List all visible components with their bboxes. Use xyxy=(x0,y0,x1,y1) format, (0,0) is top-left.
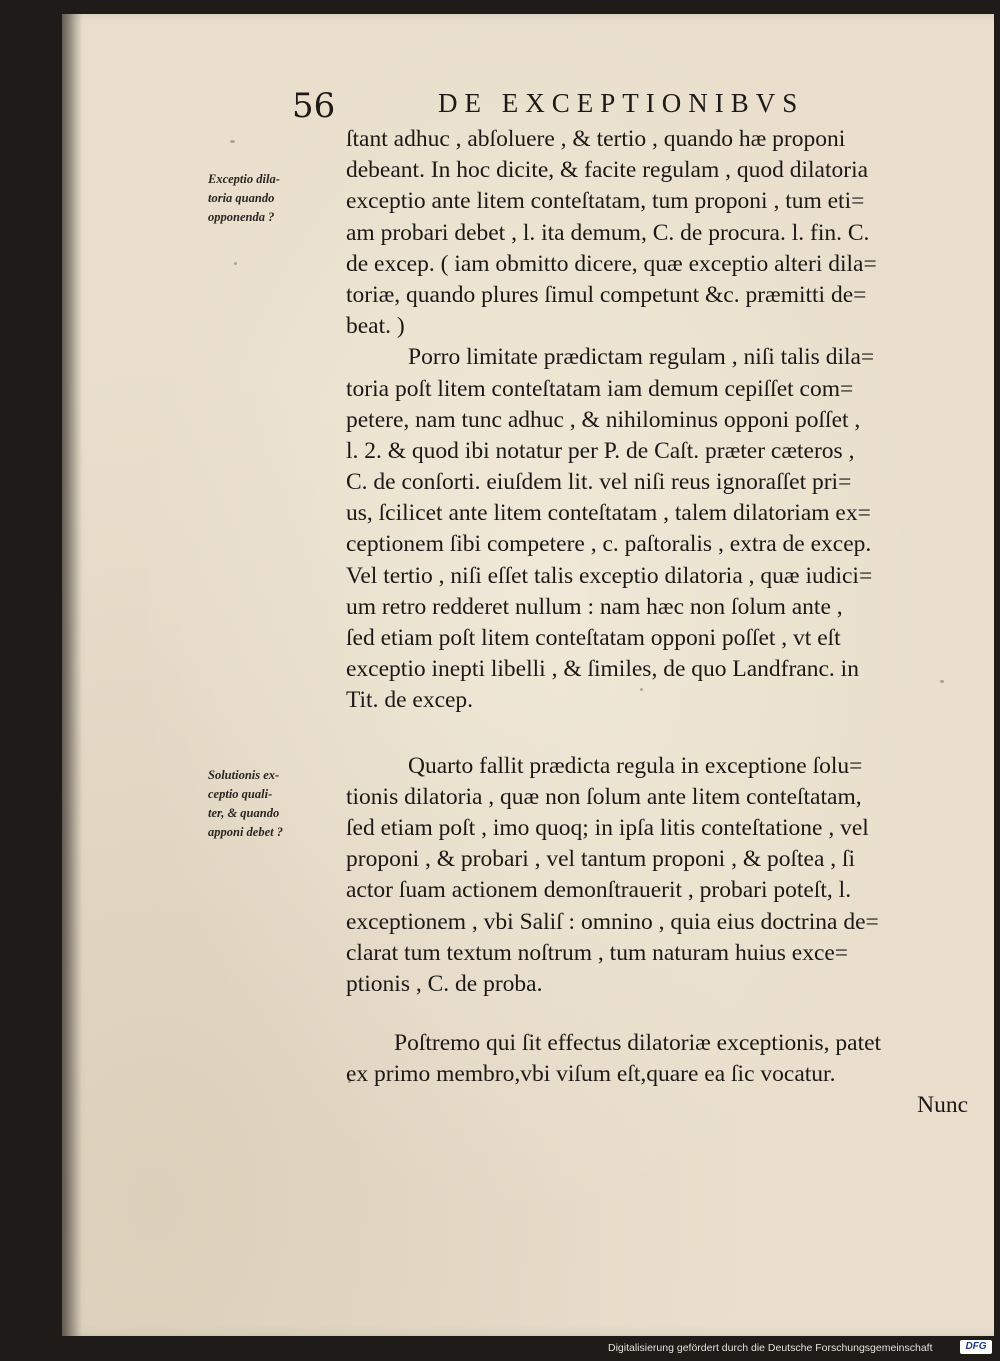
text-line: um retro redderet nullum : nam hæc non ſolum ante , xyxy=(346,593,843,620)
text-line: Poſtremo qui ſit effectus dilatoriæ exceptionis, patet xyxy=(394,1030,882,1057)
text-line: beat. ) xyxy=(346,313,405,340)
text-line: proponi , & probari , vel tantum proponi , & poſtea , ſi xyxy=(346,846,856,873)
body-text xyxy=(346,124,968,1122)
text-line: Porro limitate prædictam regulam , niſi talis dila= xyxy=(408,344,875,371)
text-line: ex primo membro,vbi viſum eſt,quare ea ſic vocatur. xyxy=(346,1061,836,1088)
text-line: Tit. de excep. xyxy=(346,687,474,714)
text-line: debeant. In hoc dicite, & facite regulam , quod dilatoria xyxy=(346,157,869,184)
text-line: petere, nam tunc adhuc , & nihilominus opponi poſſet , xyxy=(346,406,861,433)
text-line: Quarto fallit prædicta regula in exceptione ſolu= xyxy=(408,752,863,779)
catchword: Nunc xyxy=(917,1092,968,1119)
page-number: 56 xyxy=(292,86,336,126)
digitization-credit: Digitalisierung gefördert durch die Deutsche Forschungsgemeinschaft xyxy=(608,1342,933,1354)
text-line: exceptio inepti libelli , & ſimiles, de quo Landfranc. in xyxy=(346,656,859,683)
text-line: l. 2. & quod ibi notatur per P. de Caſt. præter cæteros , xyxy=(346,437,855,464)
text-line: ſtant adhuc , abſoluere , & tertio , quando hæ proponi xyxy=(346,126,846,152)
text-line: ſed etiam poſt litem conteſtatam opponi poſſet , vt eſt xyxy=(346,625,841,651)
text-line: Vel tertio , niſi eſſet talis exceptio dilatoria , quæ iudici= xyxy=(346,562,873,589)
text-line: us, ſcilicet ante litem conteſtatam , talem dilatoriam ex= xyxy=(346,500,871,527)
text-line: toria poſt litem conteſtatam iam demum cepiſſet com= xyxy=(346,375,854,402)
text-line: tionis dilatoria , quæ non ſolum ante litem conteſtatam, xyxy=(346,783,862,810)
dfg-logo: DFG xyxy=(960,1340,992,1354)
paper-speck xyxy=(234,262,237,265)
text-line: exceptio ante litem conteſtatam, tum proponi , tum eti= xyxy=(346,188,865,215)
text-line: toriæ, quando plures ſimul competunt &c. præmitti de= xyxy=(346,281,867,308)
running-head-title: DE EXCEPTIONIBVS xyxy=(438,88,805,118)
marginal-note-solutionis: Solutionis ex- ceptio quali- ter, & quando apponi debet ? xyxy=(208,768,283,839)
gutter-shadow xyxy=(62,14,82,1336)
text-line: ſed etiam poſt , imo quoq; in ipſa litis conteſtatione , vel xyxy=(346,814,869,841)
text-line: ptionis , C. de proba. xyxy=(346,970,543,997)
text-line: am probari debet , l. ita demum, C. de procura. l. fin. C. xyxy=(346,219,870,246)
text-line: clarat tum textum noſtrum , tum naturam huius exce= xyxy=(346,939,849,966)
paragraph-gap xyxy=(346,1000,968,1028)
text-line: exceptionem , vbi Saliſ : omnino , quia eius doctrina de= xyxy=(346,908,879,935)
marginal-note-dilatoria: Exceptio dila- toria quando opponenda ? xyxy=(208,172,280,224)
text-line: ceptionem ſibi competere , c. paſtoralis , extra de excep. xyxy=(346,531,872,558)
text-line: C. de conſorti. eiuſdem lit. vel niſi reus ignoraſſet pri= xyxy=(346,469,852,496)
paper-speck xyxy=(230,140,235,143)
text-line: actor ſuam actionem demonſtrauerit , probari poteſt, l. xyxy=(346,877,852,904)
paragraph-gap xyxy=(346,717,968,751)
text-line: de excep. ( iam obmitto dicere, quæ exceptio alteri dila= xyxy=(346,250,877,277)
